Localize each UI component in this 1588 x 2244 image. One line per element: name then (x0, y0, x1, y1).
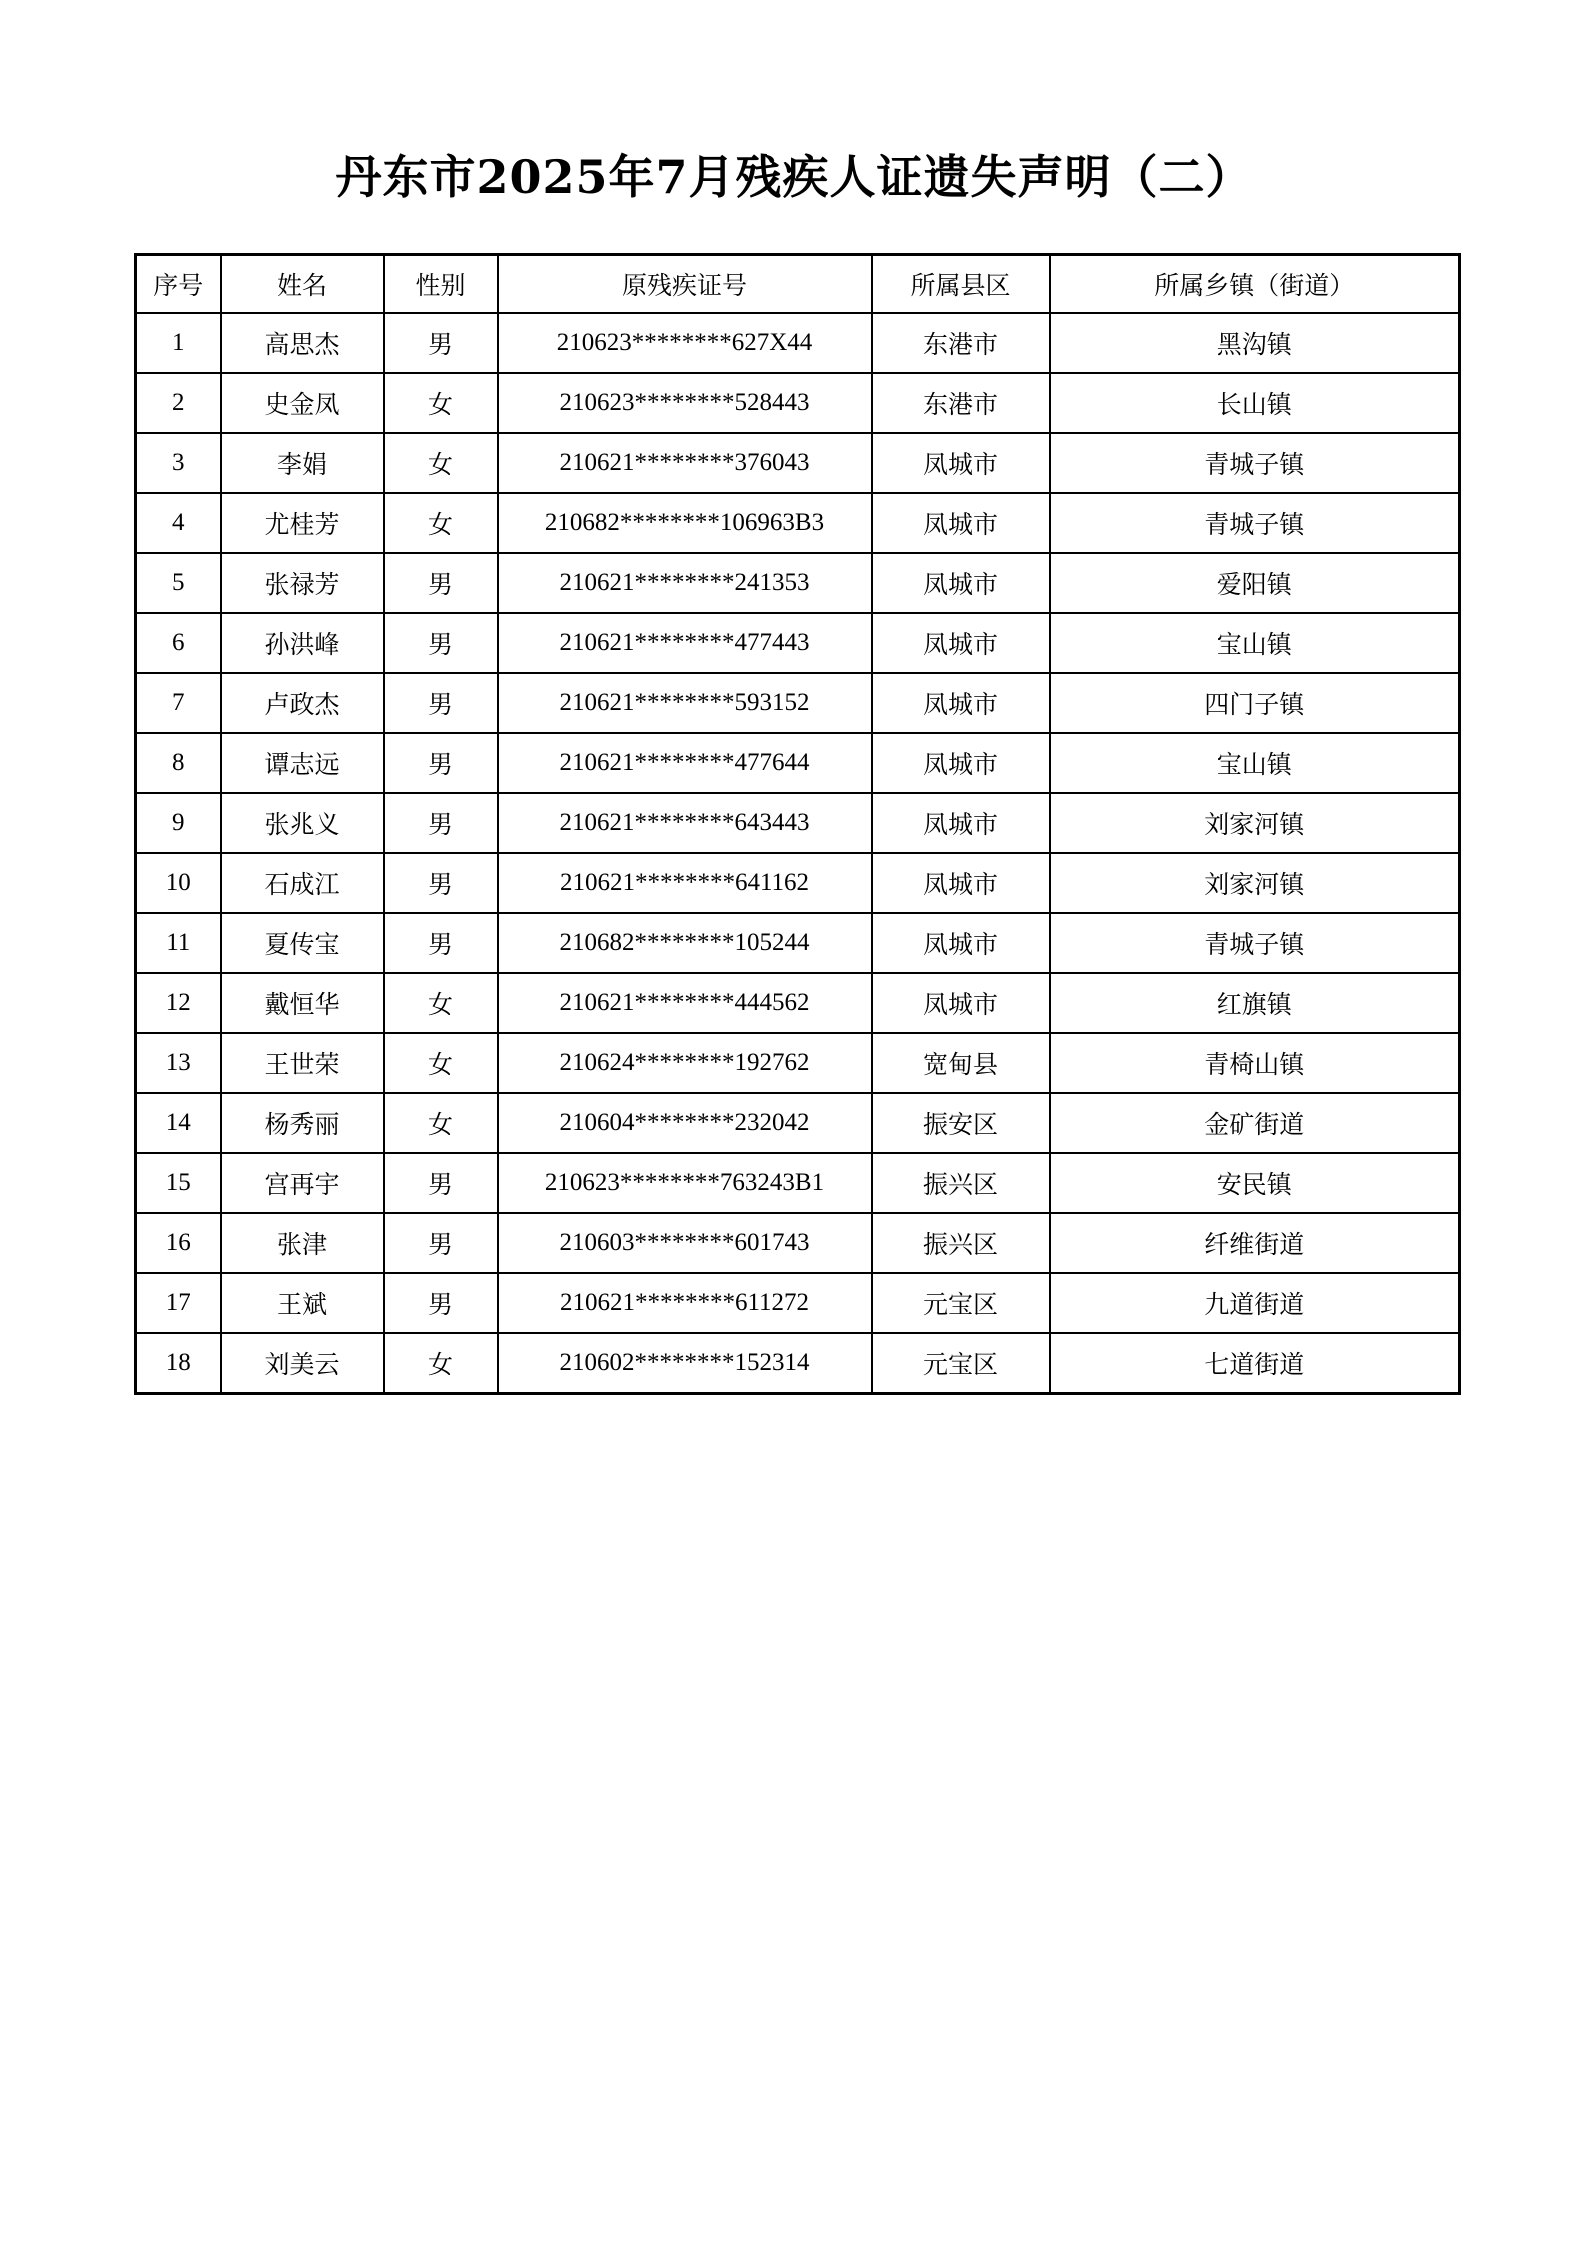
cell-county-district: 振兴区 (872, 1153, 1050, 1213)
cell-gender: 男 (384, 733, 498, 793)
cell-gender: 女 (384, 973, 498, 1033)
cell-gender: 男 (384, 613, 498, 673)
table-row (136, 793, 1460, 853)
cell-name: 谭志远 (221, 733, 384, 793)
cell-town-street: 长山镇 (1050, 373, 1460, 433)
cell-town-street: 金矿街道 (1050, 1093, 1460, 1153)
cell-seq: 13 (136, 1033, 221, 1093)
cell-certificate-number: 210682********105244 (498, 913, 872, 973)
cell-county-district: 凤城市 (872, 613, 1050, 673)
cell-gender: 男 (384, 913, 498, 973)
header-gender: 性别 (384, 255, 498, 314)
table-row (136, 553, 1460, 613)
cell-county-district: 凤城市 (872, 973, 1050, 1033)
cell-name: 卢政杰 (221, 673, 384, 733)
cell-gender: 女 (384, 433, 498, 493)
header-county-district: 所属县区 (872, 255, 1050, 314)
cell-gender: 男 (384, 1273, 498, 1333)
cell-certificate-number: 210621********641162 (498, 853, 872, 913)
cell-certificate-number: 210623********763243B1 (498, 1153, 872, 1213)
cell-town-street: 七道街道 (1050, 1333, 1460, 1394)
table-row (136, 493, 1460, 553)
cell-town-street: 四门子镇 (1050, 673, 1460, 733)
cell-name: 刘美云 (221, 1333, 384, 1394)
cell-town-street: 黑沟镇 (1050, 313, 1460, 373)
cell-county-district: 凤城市 (872, 493, 1050, 553)
cell-county-district: 东港市 (872, 313, 1050, 373)
cell-name: 王世荣 (221, 1033, 384, 1093)
cell-seq: 18 (136, 1333, 221, 1394)
cell-name: 尤桂芳 (221, 493, 384, 553)
cell-seq: 2 (136, 373, 221, 433)
cell-certificate-number: 210621********593152 (498, 673, 872, 733)
cell-seq: 12 (136, 973, 221, 1033)
cell-gender: 男 (384, 673, 498, 733)
table-row (136, 973, 1460, 1033)
cell-seq: 16 (136, 1213, 221, 1273)
table-row (136, 1033, 1460, 1093)
cell-gender: 女 (384, 1033, 498, 1093)
cell-certificate-number: 210603********601743 (498, 1213, 872, 1273)
cell-gender: 男 (384, 853, 498, 913)
cell-town-street: 青椅山镇 (1050, 1033, 1460, 1093)
cell-seq: 4 (136, 493, 221, 553)
cell-seq: 5 (136, 553, 221, 613)
cell-county-district: 凤城市 (872, 853, 1050, 913)
table-row (136, 1093, 1460, 1153)
table-row (136, 313, 1460, 373)
cell-county-district: 宽甸县 (872, 1033, 1050, 1093)
cell-county-district: 凤城市 (872, 733, 1050, 793)
table-row (136, 733, 1460, 793)
header-name: 姓名 (221, 255, 384, 314)
cell-seq: 11 (136, 913, 221, 973)
table-row (136, 1213, 1460, 1273)
cell-county-district: 凤城市 (872, 793, 1050, 853)
cell-name: 石成江 (221, 853, 384, 913)
page-title: 丹东市2025年7月残疾人证遗失声明（二） (335, 150, 1253, 204)
cell-certificate-number: 210604********232042 (498, 1093, 872, 1153)
cell-name: 张禄芳 (221, 553, 384, 613)
cell-certificate-number: 210621********444562 (498, 973, 872, 1033)
cell-certificate-number: 210621********477443 (498, 613, 872, 673)
table-row (136, 1273, 1460, 1333)
cell-county-district: 振兴区 (872, 1213, 1050, 1273)
table-row (136, 1333, 1460, 1394)
cell-gender: 男 (384, 793, 498, 853)
cell-town-street: 爱阳镇 (1050, 553, 1460, 613)
cell-gender: 男 (384, 313, 498, 373)
cell-name: 杨秀丽 (221, 1093, 384, 1153)
table-row (136, 673, 1460, 733)
cell-seq: 8 (136, 733, 221, 793)
cell-name: 宫再宇 (221, 1153, 384, 1213)
cell-certificate-number: 210624********192762 (498, 1033, 872, 1093)
cell-name: 张津 (221, 1213, 384, 1273)
table-row (136, 613, 1460, 673)
cell-name: 李娟 (221, 433, 384, 493)
cell-seq: 15 (136, 1153, 221, 1213)
cell-gender: 女 (384, 493, 498, 553)
cell-gender: 女 (384, 1093, 498, 1153)
table-header-row (136, 255, 1460, 314)
cell-county-district: 元宝区 (872, 1273, 1050, 1333)
table-body (136, 313, 1460, 1394)
cell-county-district: 东港市 (872, 373, 1050, 433)
cell-seq: 3 (136, 433, 221, 493)
cell-town-street: 红旗镇 (1050, 973, 1460, 1033)
cell-town-street: 宝山镇 (1050, 613, 1460, 673)
cell-seq: 17 (136, 1273, 221, 1333)
cell-gender: 女 (384, 373, 498, 433)
cell-gender: 男 (384, 1153, 498, 1213)
header-town-street: 所属乡镇（街道） (1050, 255, 1460, 314)
cell-seq: 6 (136, 613, 221, 673)
table-row (136, 373, 1460, 433)
cell-gender: 女 (384, 1333, 498, 1394)
cell-certificate-number: 210621********643443 (498, 793, 872, 853)
cell-certificate-number: 210621********241353 (498, 553, 872, 613)
cell-county-district: 元宝区 (872, 1333, 1050, 1394)
table-row (136, 1153, 1460, 1213)
cell-seq: 14 (136, 1093, 221, 1153)
cell-town-street: 刘家河镇 (1050, 853, 1460, 913)
cell-name: 王斌 (221, 1273, 384, 1333)
cell-town-street: 青城子镇 (1050, 433, 1460, 493)
cell-name: 夏传宝 (221, 913, 384, 973)
cell-name: 史金凤 (221, 373, 384, 433)
cell-county-district: 凤城市 (872, 553, 1050, 613)
cell-town-street: 九道街道 (1050, 1273, 1460, 1333)
cell-town-street: 纤维街道 (1050, 1213, 1460, 1273)
table-row (136, 913, 1460, 973)
cell-seq: 10 (136, 853, 221, 913)
cell-certificate-number: 210682********106963B3 (498, 493, 872, 553)
cell-county-district: 凤城市 (872, 913, 1050, 973)
cell-town-street: 青城子镇 (1050, 493, 1460, 553)
cell-town-street: 宝山镇 (1050, 733, 1460, 793)
cell-certificate-number: 210621********611272 (498, 1273, 872, 1333)
table-row (136, 853, 1460, 913)
cell-county-district: 凤城市 (872, 433, 1050, 493)
cell-town-street: 刘家河镇 (1050, 793, 1460, 853)
cell-seq: 9 (136, 793, 221, 853)
cell-name: 张兆义 (221, 793, 384, 853)
cell-certificate-number: 210621********376043 (498, 433, 872, 493)
table-row (136, 433, 1460, 493)
header-seq: 序号 (136, 255, 221, 314)
cell-certificate-number: 210602********152314 (498, 1333, 872, 1394)
header-certificate-number: 原残疾证号 (498, 255, 872, 314)
cell-certificate-number: 210623********627X44 (498, 313, 872, 373)
cell-county-district: 振安区 (872, 1093, 1050, 1153)
cell-seq: 1 (136, 313, 221, 373)
cell-name: 高思杰 (221, 313, 384, 373)
cell-name: 孙洪峰 (221, 613, 384, 673)
cell-town-street: 安民镇 (1050, 1153, 1460, 1213)
cell-town-street: 青城子镇 (1050, 913, 1460, 973)
cell-name: 戴恒华 (221, 973, 384, 1033)
cell-seq: 7 (136, 673, 221, 733)
cell-county-district: 凤城市 (872, 673, 1050, 733)
lost-certificate-table (134, 253, 1461, 1395)
cell-certificate-number: 210621********477644 (498, 733, 872, 793)
cell-gender: 男 (384, 1213, 498, 1273)
cell-certificate-number: 210623********528443 (498, 373, 872, 433)
cell-gender: 男 (384, 553, 498, 613)
